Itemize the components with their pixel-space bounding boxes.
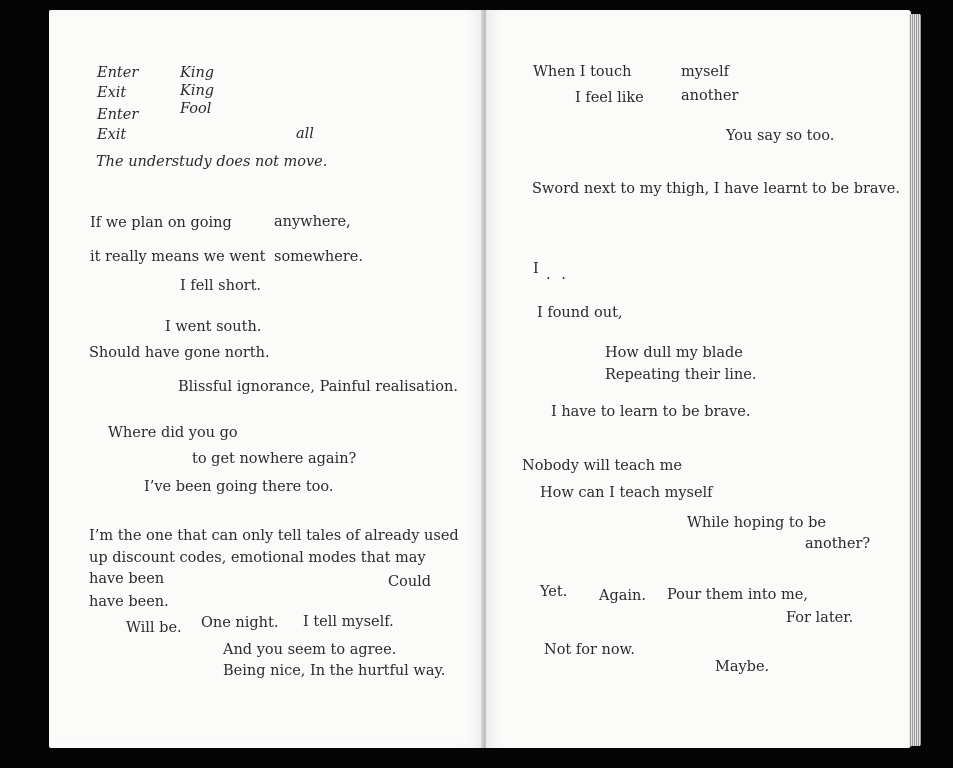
poem-line: You say so too. <box>726 128 835 144</box>
poem-line: Being nice, In the hurtful way. <box>223 663 446 679</box>
page-edges <box>909 14 921 746</box>
poem-line: Where did you go <box>108 425 238 441</box>
stage-direction-enter: Enter <box>97 107 139 123</box>
poem-line: While hoping to be <box>687 515 826 531</box>
poem-line: I’ve been going there too. <box>144 479 334 495</box>
poem-line: another? <box>805 536 871 552</box>
poem-line: Pour them into me, <box>667 587 808 603</box>
poem-line: I went south. <box>165 319 262 335</box>
poem-line: another <box>681 88 739 104</box>
left-page <box>49 10 485 748</box>
poem-line: myself <box>681 64 729 80</box>
poem-line: I <box>533 261 539 277</box>
character-fool: Fool <box>180 101 212 117</box>
poem-line: If we plan on going <box>90 215 232 231</box>
poem-line: Sword next to my thigh, I have learnt to be brave. <box>532 181 900 197</box>
poem-line: I fell short. <box>180 278 262 294</box>
stage-direction-understudy: The understudy does not move. <box>96 154 328 170</box>
poem-line: to get nowhere again? <box>192 451 357 467</box>
character-king: King <box>180 65 215 81</box>
poem-line: And you seem to agree. <box>223 642 397 658</box>
stage-direction-exit: Exit <box>97 85 127 101</box>
poem-line: One night. <box>201 615 279 631</box>
poem-line: up discount codes, emotional modes that may <box>89 550 426 566</box>
stage-direction-enter: Enter <box>97 65 139 81</box>
poem-line: When I touch <box>533 64 632 80</box>
poem-line: Could <box>388 574 432 590</box>
poem-line: Maybe. <box>715 659 770 675</box>
poem-line: I feel like <box>575 90 644 106</box>
right-page <box>486 10 911 748</box>
character-king: King <box>180 83 215 99</box>
poem-line: somewhere. <box>274 249 363 265</box>
stage-direction-exit: Exit <box>97 127 127 143</box>
poem-line: I have to learn to be brave. <box>551 404 751 420</box>
poem-line: How dull my blade <box>605 345 743 361</box>
poem-line: I’m the one that can only tell tales of already used <box>89 528 459 544</box>
poem-line: Blissful ignorance, Painful realisation. <box>178 379 458 395</box>
poem-line: anywhere, <box>274 214 351 230</box>
poem-line: have been. <box>89 594 169 610</box>
character-all: all <box>296 126 314 142</box>
poem-line: For later. <box>786 610 854 626</box>
poem-line: How can I teach myself <box>540 485 713 501</box>
poem-line: Not for now. <box>544 642 635 658</box>
poem-line: Nobody will teach me <box>522 458 682 474</box>
poem-line: Will be. <box>126 620 182 636</box>
poem-line: I found out, <box>537 305 623 321</box>
ellipsis: . . <box>546 267 569 283</box>
poem-line: Repeating their line. <box>605 367 757 383</box>
poem-line: Should have gone north. <box>89 345 270 361</box>
poem-line: I tell myself. <box>303 614 394 630</box>
poem-line: it really means we went <box>90 249 266 265</box>
poem-line: Yet. <box>540 584 568 600</box>
poem-line: Again. <box>599 588 646 604</box>
poem-line: have been <box>89 571 165 587</box>
